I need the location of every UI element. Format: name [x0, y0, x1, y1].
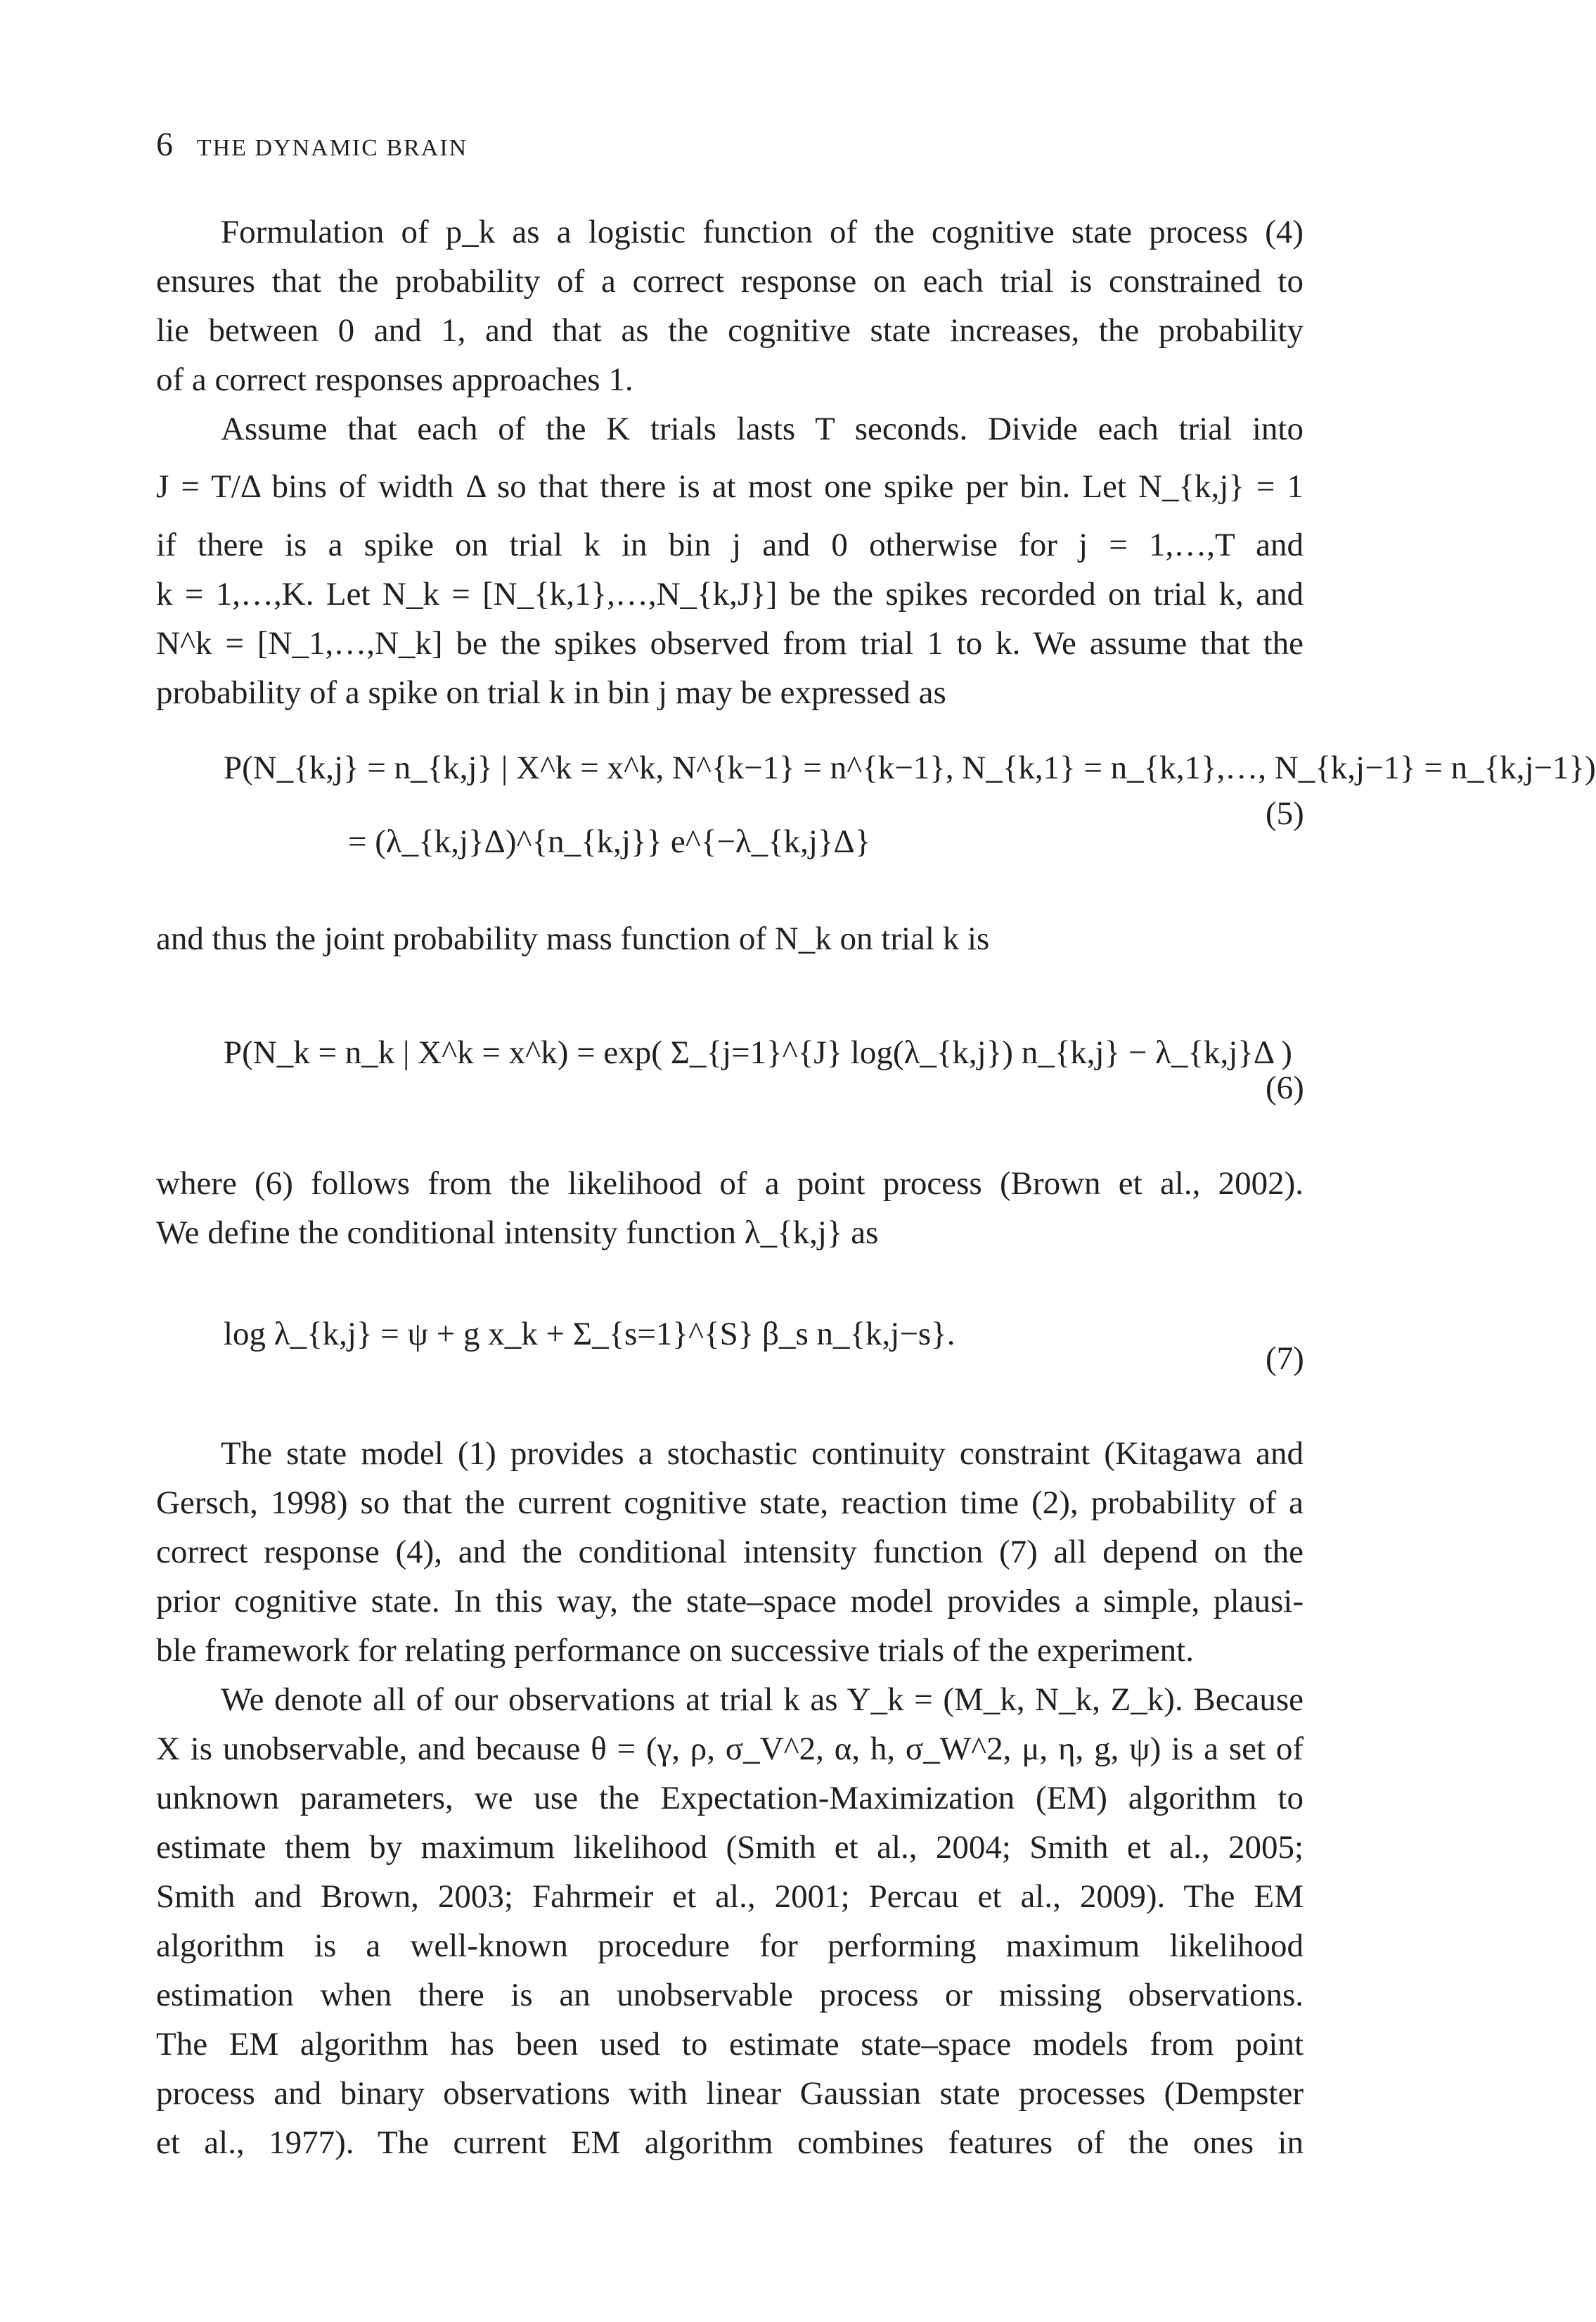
- p5-line-1: The state model (1) provides a stochastic continuity constraint (Kitagawa and: [221, 1435, 1304, 1472]
- p1-line-3: lie between 0 and 1, and that as the cognitive state increases, the probability: [156, 312, 1304, 349]
- equation-5-number: (5): [1266, 795, 1304, 832]
- p1-line-4: of a correct responses approaches 1.: [156, 361, 633, 398]
- p5-line-4: prior cognitive state. In this way, the state–space model provides a simple, plausi-: [156, 1583, 1304, 1619]
- page-number: 6: [156, 126, 173, 163]
- equation-6-number: (6): [1266, 1070, 1304, 1106]
- equation-5-line-1: P(N_{k,j} = n_{k,j} | X^k = x^k, N^{k−1} = n^{k−1}, N_{k,1} = n_{k,1},…, N_{k,j−1} = n_{k,j−1}): [224, 750, 1596, 786]
- p1-line-1: Formulation of p_k as a logistic function of the cognitive state process (4): [221, 214, 1304, 250]
- p2-line-1: Assume that each of the K trials lasts T seconds. Divide each trial into: [221, 411, 1304, 447]
- p6-line-9: process and binary observations with linear Gaussian state processes (Dempster: [156, 2075, 1304, 2112]
- equation-7-number: (7): [1266, 1340, 1304, 1377]
- p4-line-2: We define the conditional intensity function λ_{k,j} as: [156, 1214, 879, 1251]
- p1-line-2: ensures that the probability of a correct response on each trial is constrained to: [156, 263, 1304, 300]
- p6-line-2: X is unobservable, and because θ = (γ, ρ, σ_V^2, α, h, σ_W^2, μ, η, g, ψ) is a set of: [156, 1731, 1304, 1767]
- p5-line-2: Gersch, 1998) so that the current cognitive state, reaction time (2), probability of a: [156, 1484, 1304, 1521]
- p3-line-1: and thus the joint probability mass function of N_k on trial k is: [156, 921, 990, 957]
- equation-5-line-2: = (λ_{k,j}Δ)^{n_{k,j}} e^{−λ_{k,j}Δ}: [348, 823, 871, 860]
- equation-7: log λ_{k,j} = ψ + g x_k + Σ_{s=1}^{S} β_s n_{k,j−s}.: [224, 1316, 955, 1352]
- p2-line-2: J = T/Δ bins of width Δ so that there is at most one spike per bin. Let N_{k,j} = 1: [156, 468, 1304, 505]
- paragraph-4: [156, 1159, 1304, 1257]
- equation-6: P(N_k = n_k | X^k = x^k) = exp( Σ_{j=1}^{J} log(λ_{k,j}) n_{k,j} − λ_{k,j}Δ ): [224, 1034, 1292, 1071]
- p6-line-5: Smith and Brown, 2003; Fahrmeir et al., 2001; Percau et al., 2009). The EM: [156, 1878, 1304, 1915]
- p4-line-1: where (6) follows from the likelihood of a point process (Brown et al., 2002).: [156, 1165, 1304, 1202]
- p5-line-3: correct response (4), and the conditional intensity function (7) all depend on the: [156, 1534, 1304, 1570]
- p2-line-6: probability of a spike on trial k in bin j may be expressed as: [156, 674, 946, 711]
- p6-line-6: algorithm is a well-known procedure for performing maximum likelihood: [156, 1927, 1304, 1964]
- paragraph-5: [156, 1429, 1304, 1675]
- p6-line-1: We denote all of our observations at trial k as Y_k = (M_k, N_k, Z_k). Because: [221, 1681, 1304, 1718]
- paragraph-2: [156, 404, 1304, 717]
- p5-line-5: ble framework for relating performance on successive trials of the experiment.: [156, 1632, 1194, 1669]
- p6-line-4: estimate them by maximum likelihood (Smith et al., 2004; Smith et al., 2005;: [156, 1829, 1304, 1866]
- paragraph-6: [156, 1675, 1304, 2167]
- paragraph-1: [156, 207, 1304, 404]
- p2-line-3: if there is a spike on trial k in bin j and 0 otherwise for j = 1,…,T and: [156, 527, 1304, 563]
- p6-line-3: unknown parameters, we use the Expectation-Maximization (EM) algorithm to: [156, 1780, 1304, 1816]
- p6-line-8: The EM algorithm has been used to estimate state–space models from point: [156, 2026, 1304, 2063]
- running-title: THE DYNAMIC BRAIN: [196, 135, 468, 161]
- paragraph-3: [156, 914, 1304, 963]
- p2-line-4: k = 1,…,K. Let N_k = [N_{k,1},…,N_{k,J}] be the spikes recorded on trial k, and: [156, 576, 1304, 612]
- running-header: [156, 125, 468, 164]
- p6-line-7: estimation when there is an unobservable process or missing observations.: [156, 1977, 1304, 2013]
- p2-line-5: N^k = [N_1,…,N_k] be the spikes observed from trial 1 to k. We assume that the: [156, 625, 1304, 662]
- p6-line-10: et al., 1977). The current EM algorithm combines features of the ones in: [156, 2124, 1304, 2161]
